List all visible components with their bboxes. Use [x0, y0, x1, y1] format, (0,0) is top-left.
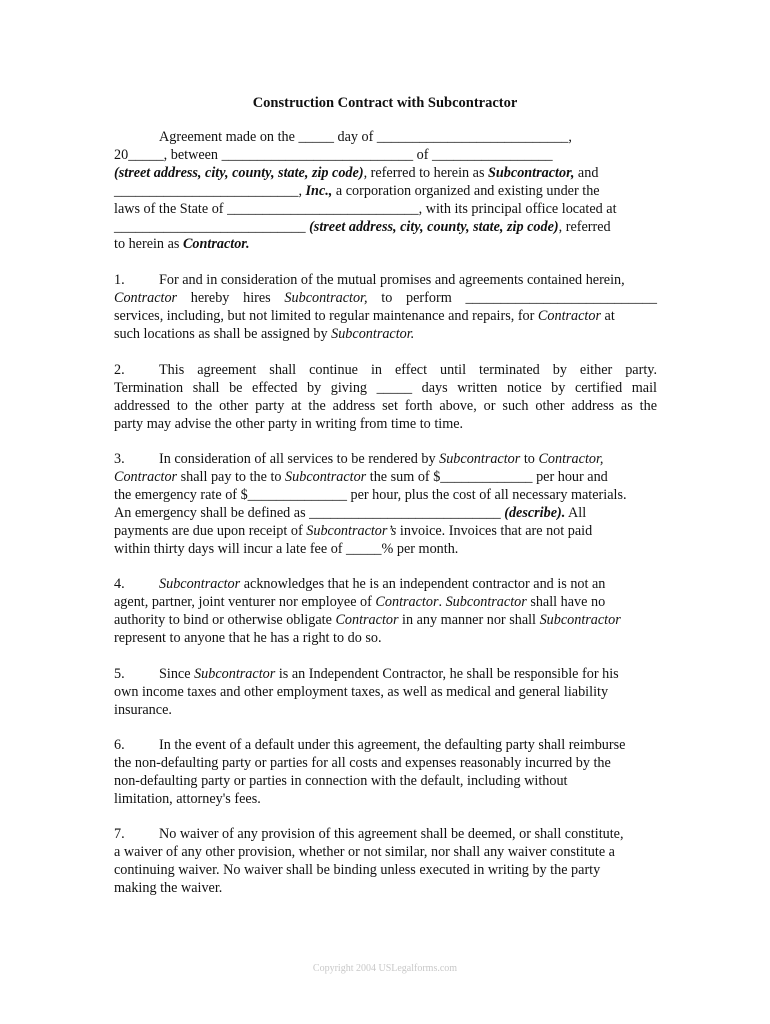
intro-paragraph [114, 129, 657, 254]
clause-4: 4. Subcontractor acknowledges that he is an independent contractor and is not an agent, partner, joint venturer nor employee of Contractor. Subcontractor shall have no authority to bind or otherwise obligate Contractor in any manner nor shall Subcontractor represent to anyone that he has a right to do so. [114, 576, 621, 646]
copyright-footer: Copyright 2004 USLegalforms.com [312, 963, 458, 974]
clause-number: 4. [114, 576, 125, 592]
clause-1: 1. For and in consideration of the mutual promises and agreements contained herein, Contractor hereby hires Subcontractor, to perform ___________________________ services, including, but not limited to regular maintenance and repairs, for Contractor at such locations as shall be assigned by Subcontractor. [114, 272, 657, 342]
intro-line: to herein as Contractor. [114, 236, 250, 253]
intro-line: (street address, city, county, state, zip code), referred to herein as Subcontractor, and [114, 164, 599, 181]
document-title: Construction Contract with Subcontractor [252, 95, 518, 111]
intro-line: ___________________________ (street address, city, county, state, zip code), referred [114, 218, 611, 235]
intro-line: laws of the State of ___________________________, with its principal office located at [114, 200, 617, 217]
clause-5: 5. Since Subcontractor is an Independent Contractor, he shall be responsible for his own income taxes and other employment taxes, as well as medical and general liability insurance. [114, 666, 619, 718]
intro-line: Agreement made on the _____ day of ___________________________, [159, 129, 572, 145]
clause-7: 7. No waiver of any provision of this agreement shall be deemed, or shall constitute, a waiver of any other provision, whether or not similar, nor shall any waiver constitute a continuing waiver. No waiver shall be binding unless executed in writing by the party making the waiver. [114, 826, 624, 896]
clause-number: 3. [114, 451, 125, 467]
clause-2: 2. This agreement shall continue in effect until terminated by either party. Termination shall be effected by giving _____ days written notice by certified mail addressed to the other party at the address set forth above, or such other address as the party may advise the other party in writing from time to time. [114, 362, 657, 432]
clause-6: 6. In the event of a default under this agreement, the defaulting party shall reimburse the non-defaulting party or parties for all costs and expenses reasonably incurred by the non-defaulting party or parties in connection with the default, including without limitation, attorney's fees. [114, 737, 626, 807]
clause-number: 7. [114, 826, 125, 842]
clause-number: 2. [114, 362, 125, 378]
intro-line: 20_____, between ___________________________ of _________________ [114, 146, 553, 163]
clause-number: 6. [114, 737, 125, 753]
clause-3: 3. In consideration of all services to be rendered by Subcontractor to Contractor, Contractor shall pay to the to Subcontractor the sum of $_____________ per hour and the emergency rate of $______________ per hour, plus the cost of all necessary materials. An emergency shall be defined as ___________________________ (describe). All payments are due upon receipt of Subcontractor’s invoice. Invoices that are not paid within thirty days will incur a late fee of _____% per month. [114, 451, 627, 557]
intro-line: __________________________, Inc., a corporation organized and existing under the [114, 182, 600, 199]
clause-number: 1. [114, 272, 125, 288]
clause-number: 5. [114, 666, 125, 682]
